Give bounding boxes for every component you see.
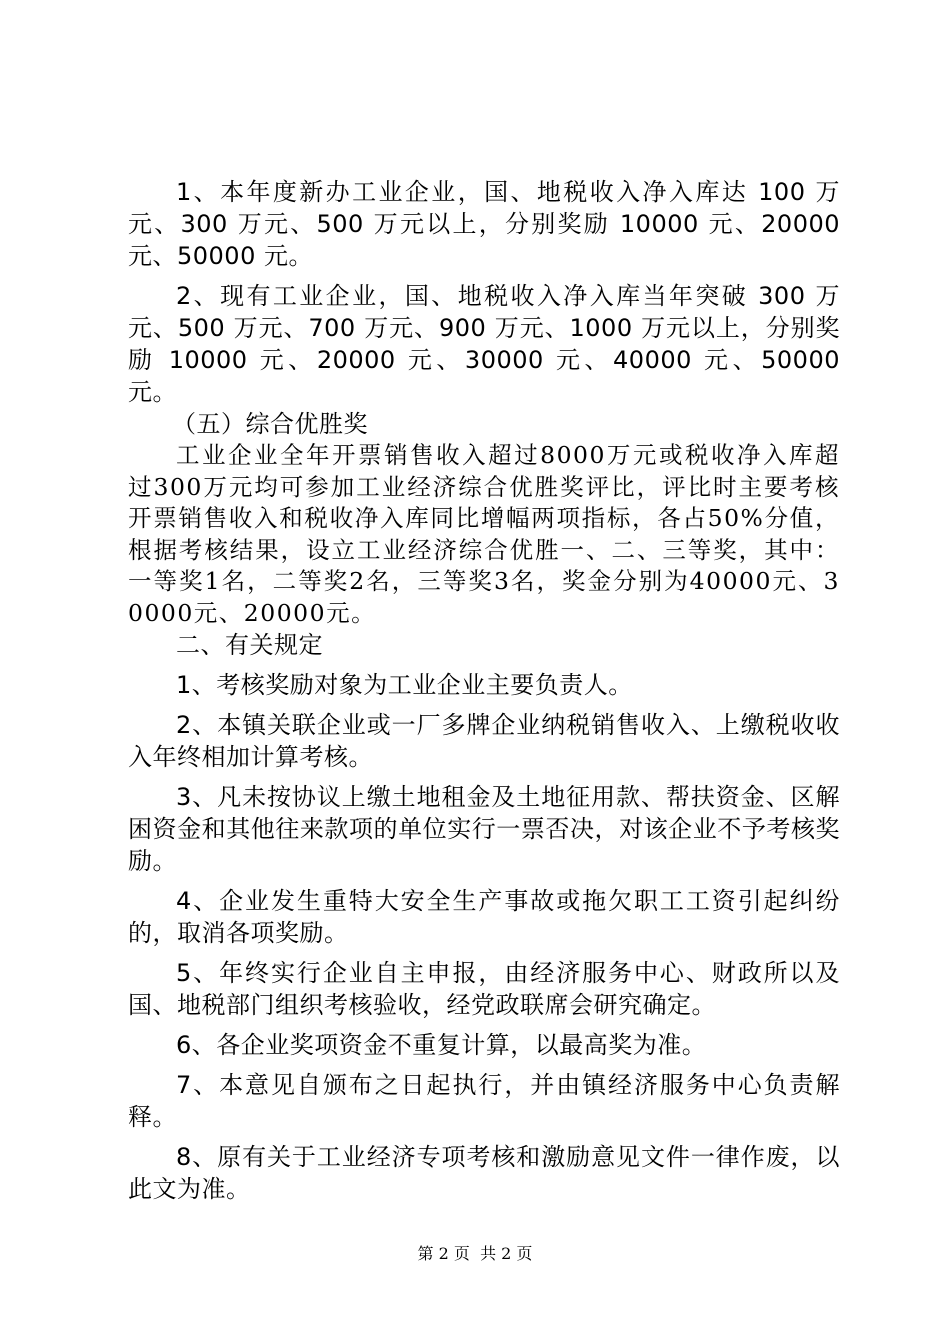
regulation-item-4: 4、企业发生重特大安全生产事故或拖欠职工工资引起纠纷的，取消各项奖励。 [128,887,840,947]
regulation-item-2: 2、本镇关联企业或一厂多牌企业纳税销售收入、上缴税收收入年终相加计算考核。 [128,711,840,771]
paragraph-comprehensive-award: 工业企业全年开票销售收入超过8000万元或税收净入库超过300万元均可参加工业经济综合优胜奖评比，评比时主要考核开票销售收入和税收净入库同比增幅两项指标，各占50%分值，根据考核结果，设立工业经济综合优胜一、二、三等奖，其中：一等奖1名，二等奖2名，三等奖3名，奖金分别为40000元、30000元、20000元。 [128,441,840,627]
spacer [128,1133,840,1141]
document-body [128,176,840,1205]
regulation-item-3: 3、凡未按协议上缴土地租金及土地征用款、帮扶资金、区解困资金和其他往来款项的单位实行一票否决，对该企业不予考核奖励。 [128,783,840,875]
regulation-item-8: 8、原有关于工业经济专项考核和激励意见文件一律作废，以此文为准。 [128,1143,840,1203]
spacer [128,877,840,885]
spacer [128,272,840,280]
paragraph-existing-enterprise-award: 2、现有工业企业，国、地税收入净入库当年突破 300 万元、500 万元、700 万元、900 万元、1000 万元以上，分别奖励 10000 元、20000 元、30000 元、40000 元、50000 元。 [128,282,840,406]
page-footer [0,1244,950,1264]
regulation-item-1: 1、考核奖励对象为工业企业主要负责人。 [176,671,633,699]
spacer [128,949,840,957]
regulation-item-6: 6、各企业奖项资金不重复计算，以最高奖为准。 [176,1031,707,1059]
section-heading-regulations: 二、有关规定 [176,631,323,659]
section-heading-comprehensive-award: （五）综合优胜奖 [172,410,368,438]
regulation-item-7: 7、本意见自颁布之日起执行，并由镇经济服务中心负责解释。 [128,1071,840,1131]
regulation-item-5: 5、年终实行企业自主申报，由经济服务中心、财政所以及国、地税部门组织考核验收，经党政联席会研究确定。 [128,959,840,1019]
page-number-label: 第 2 页 共 2 页 [417,1244,533,1263]
spacer [128,1021,840,1029]
paragraph-new-enterprise-award: 1、本年度新办工业企业，国、地税收入净入库达 100 万元、300 万元、500 万元以上，分别奖励 10000 元、20000 元、50000 元。 [128,178,840,270]
spacer [128,661,840,669]
spacer [128,701,840,709]
spacer [128,773,840,781]
spacer [128,1061,840,1069]
